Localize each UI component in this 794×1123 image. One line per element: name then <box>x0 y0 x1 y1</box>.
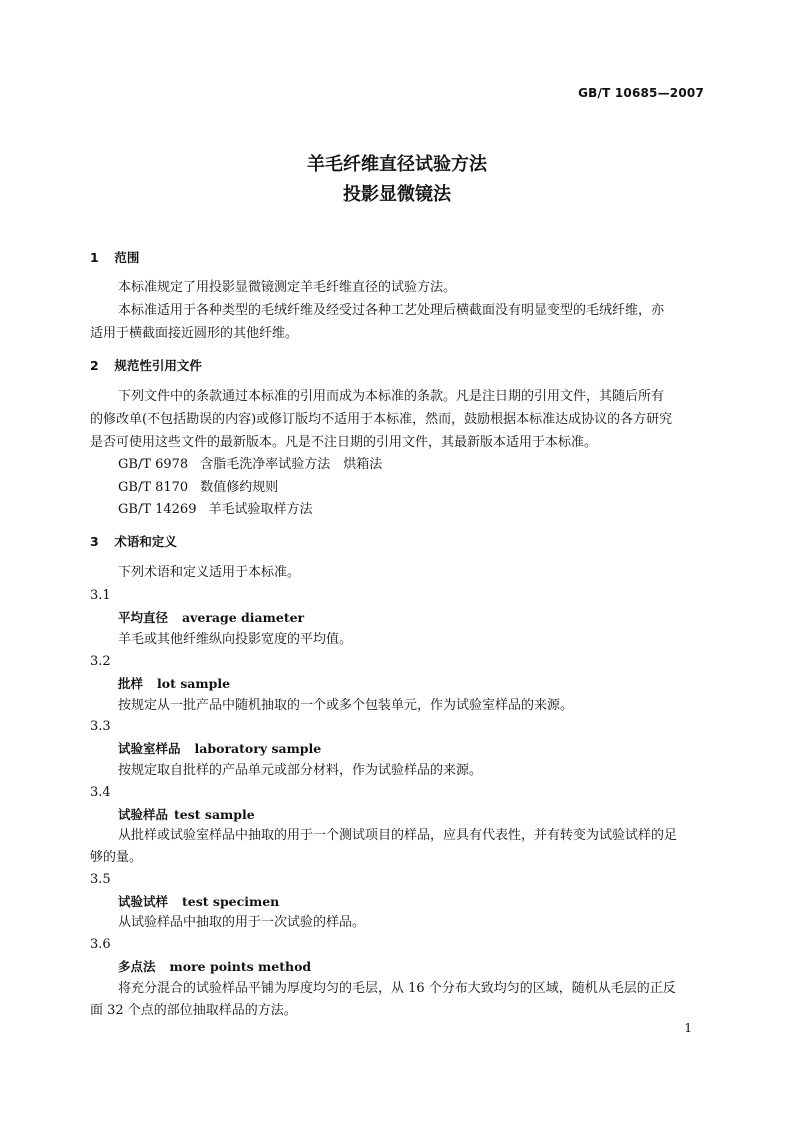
term-title <box>118 740 321 758</box>
term-zh: 试验试样 <box>118 894 169 909</box>
paragraph: 本标准规定了用投影显微镜测定羊毛纤维直径的试验方法。 <box>118 280 457 295</box>
reference-code: GB/T 8170 <box>118 480 189 495</box>
term-number: 3.1 <box>90 588 111 603</box>
reference-item <box>118 501 313 519</box>
paragraph-line: 下列文件中的条款通过本标准的引用而成为本标准的条款。凡是注日期的引用文件，其随后所有 <box>118 389 665 404</box>
paragraph: 下列术语和定义适用于本标准。 <box>118 565 301 580</box>
reference-item <box>118 479 278 497</box>
term-title <box>118 609 304 627</box>
reference-title: 含脂毛洗净率试验方法 烘箱法 <box>200 457 383 472</box>
document-title: 羊毛纤维直径试验方法 <box>307 154 487 175</box>
term-definition-line: 够的量。 <box>90 850 143 865</box>
standard-code: GB/T 10685—2007 <box>578 86 704 100</box>
section-number: 3 <box>90 534 99 549</box>
term-en: lot sample <box>157 676 231 691</box>
reference-code: GB/T 6978 <box>118 457 189 472</box>
reference-code: GB/T 14269 <box>118 502 197 517</box>
section-title: 规范性引用文件 <box>114 358 202 373</box>
term-title <box>118 893 279 911</box>
section-heading-scope <box>90 249 139 267</box>
term-zh: 试验室样品 <box>118 741 181 756</box>
term-title <box>118 675 230 693</box>
reference-item <box>118 456 382 474</box>
term-title <box>118 958 311 976</box>
term-definition: 将充分混合的试验样品平铺为厚度均匀的毛层，从 16 个分布大致均匀的区域，随机从毛层的正反 <box>118 981 676 996</box>
term-zh: 试验样品 <box>118 807 169 822</box>
document-subtitle: 投影显微镜法 <box>343 184 451 205</box>
term-number: 3.5 <box>90 872 111 887</box>
paragraph-line: 适用于横截面接近圆形的其他纤维。 <box>90 326 299 341</box>
term-en: laboratory sample <box>194 741 322 756</box>
term-number: 3.3 <box>90 719 111 734</box>
section-title: 范围 <box>114 250 140 265</box>
term-definition: 羊毛或其他纤维纵向投影宽度的平均值。 <box>118 632 353 647</box>
paragraph-line: 的修改单(不包括勘误的内容)或修订版均不适用于本标准，然而，鼓励根据本标准达成协议的各方研究 <box>90 412 673 427</box>
term-definition: 从试验样品中抽取的用于一次试验的样品。 <box>118 915 366 930</box>
section-number: 2 <box>90 358 99 373</box>
section-heading-terms <box>90 533 177 551</box>
term-number: 3.2 <box>90 654 111 669</box>
section-title: 术语和定义 <box>114 534 177 549</box>
term-number: 3.4 <box>90 785 111 800</box>
term-definition: 按规定从一批产品中随机抽取的一个或多个包装单元，作为试验室样品的来源。 <box>118 698 574 713</box>
paragraph-line: 是否可使用这些文件的最新版本。凡是不注日期的引用文件，其最新版本适用于本标准。 <box>90 435 598 450</box>
term-definition: 按规定取自批样的产品单元或部分材料，作为试验样品的来源。 <box>118 763 483 778</box>
page-number: 1 <box>684 1021 692 1035</box>
term-zh: 批样 <box>118 676 144 691</box>
term-en: more points method <box>169 959 312 974</box>
term-en: average diameter <box>182 610 305 625</box>
reference-title: 数值修约规则 <box>200 480 279 495</box>
term-en: test specimen <box>182 894 280 909</box>
term-definition: 从批样或试验室样品中抽取的用于一个测试项目的样品，应具有代表性，并有转变为试验试样的足 <box>118 828 678 843</box>
term-zh: 多点法 <box>118 959 156 974</box>
term-en: test sample <box>174 807 255 822</box>
term-definition-line: 面 32 个点的部位抽取样品的方法。 <box>90 1003 297 1018</box>
section-heading-references <box>90 357 202 375</box>
term-zh: 平均直径 <box>118 610 169 625</box>
paragraph-line: 本标准适用于各种类型的毛绒纤维及经受过各种工艺处理后横截面没有明显变型的毛绒纤维，亦 <box>118 303 665 318</box>
reference-title: 羊毛试验取样方法 <box>208 502 313 517</box>
term-title <box>118 806 255 824</box>
section-number: 1 <box>90 250 99 265</box>
term-number: 3.6 <box>90 937 111 952</box>
